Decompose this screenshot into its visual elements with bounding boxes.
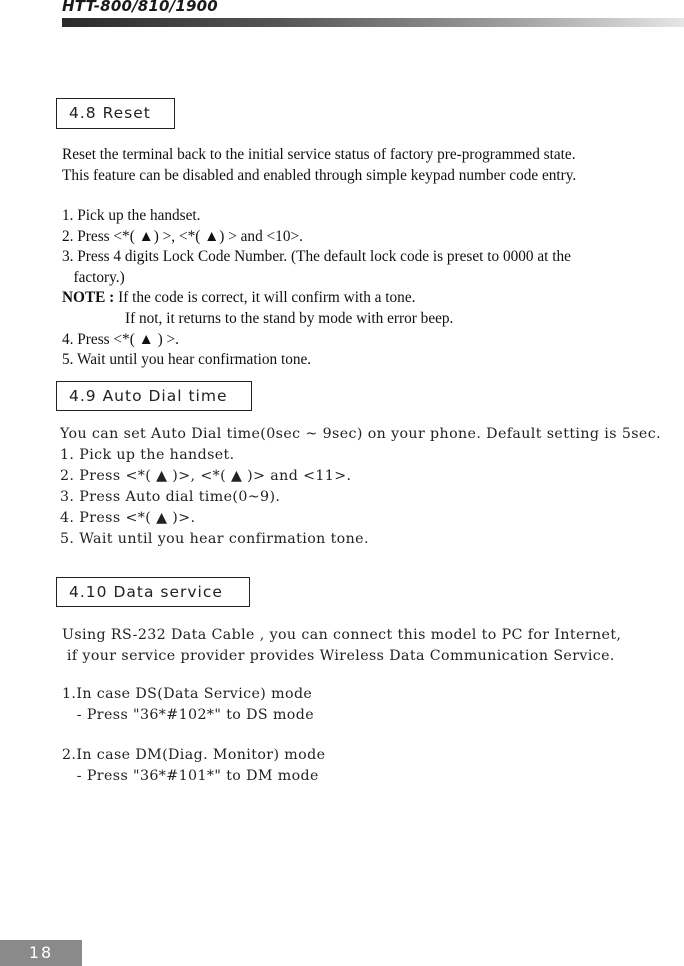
data-service-intro-1: Using RS-232 Data Cable , you can connect this model to PC for Internet,	[62, 627, 622, 643]
auto-dial-step-2: 2. Press <*( ▲ )>, <*( ▲ )> and <11>.	[60, 468, 352, 484]
reset-step-5: 5. Wait until you hear confirmation tone.	[62, 351, 312, 369]
auto-dial-step-1: 1. Pick up the handset.	[60, 447, 235, 463]
reset-step-3b: factory.)	[62, 268, 125, 286]
reset-note-line-2: If not, it returns to the stand by mode with error beep.	[125, 310, 454, 327]
reset-step-4: 4. Press <*( ▲ ) >.	[62, 330, 179, 348]
reset-step-2: 2. Press <*( ▲) >, <*( ▲) > and <10>.	[62, 227, 303, 245]
dm-mode-instruction: - Press "36*#101*" to DM mode	[62, 768, 319, 784]
header-model-label: HTT-800/810/1900	[62, 0, 218, 15]
reset-note-line-1	[62, 288, 415, 309]
auto-dial-intro: You can set Auto Dial time(0sec ~ 9sec) on your phone. Default setting is 5sec.	[60, 426, 661, 442]
section-title-data-service: 4.10 Data service	[56, 577, 250, 607]
section-title-auto-dial: 4.9 Auto Dial time	[56, 381, 252, 411]
note-label: NOTE :	[62, 289, 115, 307]
auto-dial-step-5: 5. Wait until you hear confirmation tone.	[60, 531, 369, 547]
reset-intro-line-1: Reset the terminal back to the initial service status of factory pre-programmed state.	[62, 146, 576, 163]
ds-mode-heading: 1.In case DS(Data Service) mode	[62, 686, 313, 702]
page-number: 18	[28, 943, 54, 962]
reset-intro-line-2: This feature can be disabled and enabled through simple keypad number code entry.	[62, 166, 577, 184]
dm-mode-heading: 2.In case DM(Diag. Monitor) mode	[62, 747, 326, 763]
note-text-1: If the code is correct, it will confirm with a tone.	[114, 289, 416, 307]
ds-mode-instruction: - Press "36*#102*" to DS mode	[62, 707, 315, 723]
reset-step-1: 1. Pick up the handset.	[62, 207, 201, 224]
section-title-reset: 4.8 Reset	[56, 98, 175, 129]
header-bar	[62, 18, 684, 27]
data-service-intro-2: if your service provider provides Wireless Data Communication Service.	[62, 648, 615, 664]
auto-dial-step-3: 3. Press Auto dial time(0~9).	[60, 489, 281, 505]
auto-dial-step-4: 4. Press <*( ▲ )>.	[60, 510, 196, 526]
reset-step-3a: 3. Press 4 digits Lock Code Number. (The default lock code is preset to 0000 at the	[62, 248, 571, 266]
